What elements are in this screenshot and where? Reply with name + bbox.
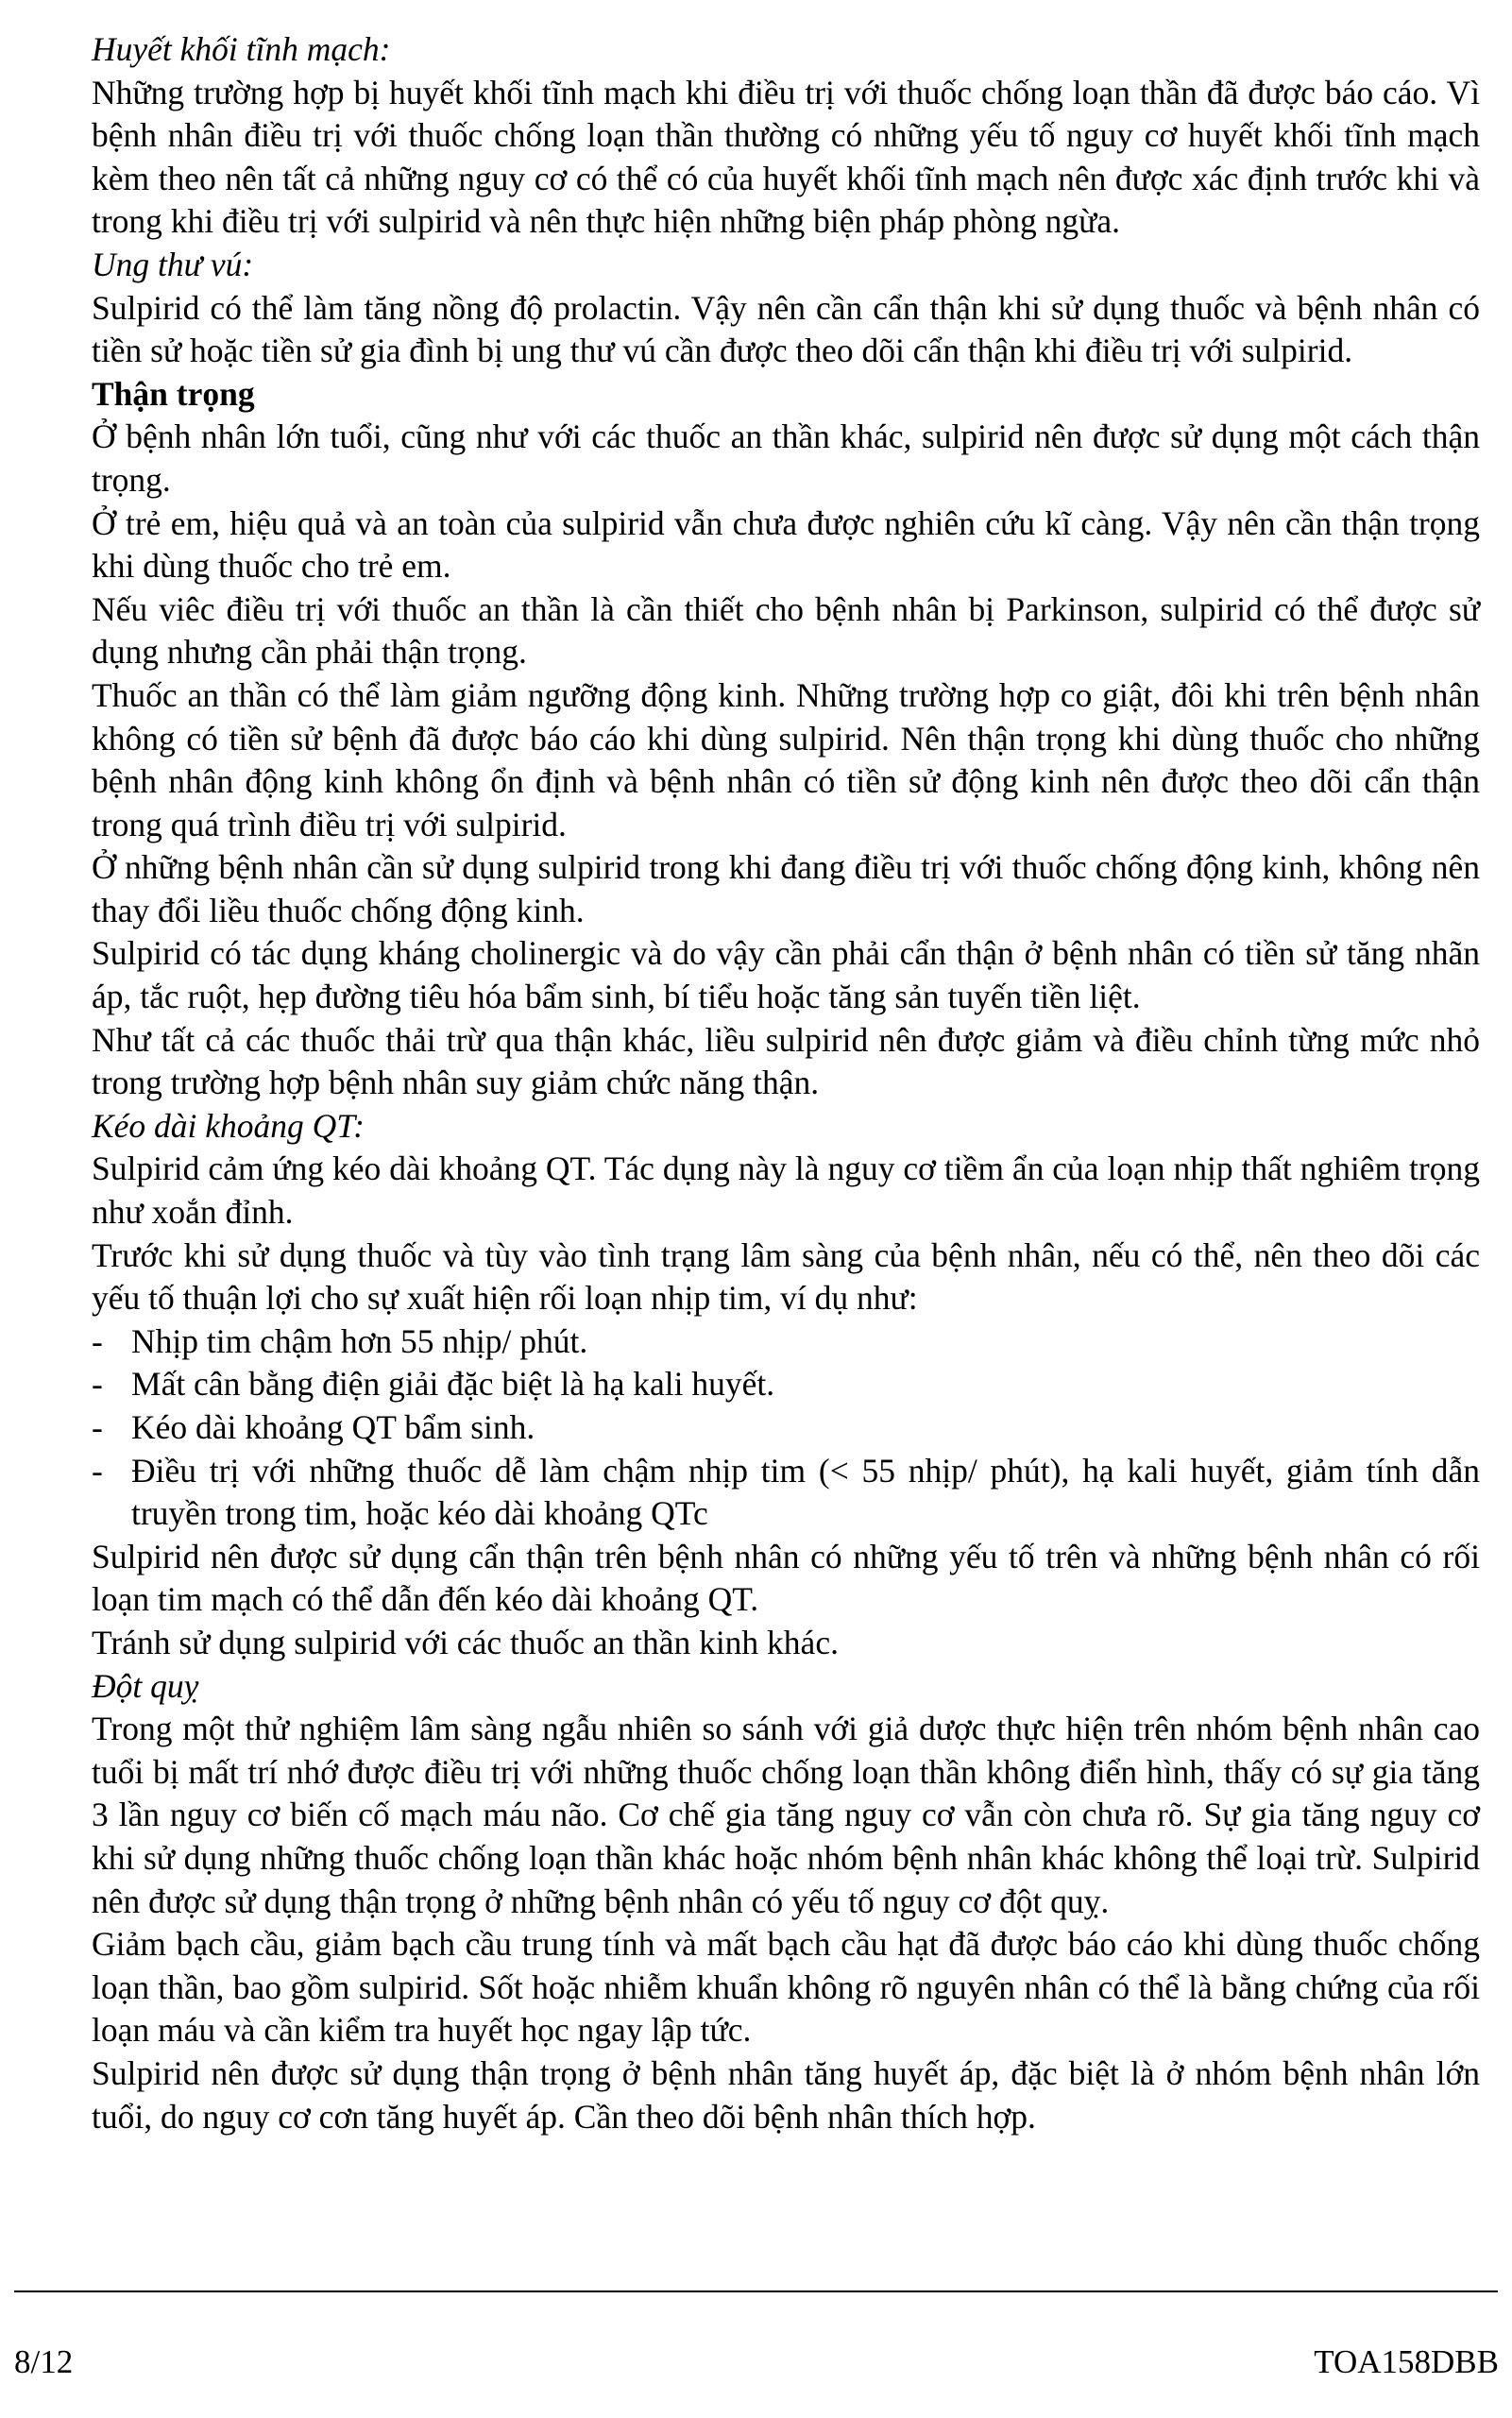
paragraph: Sulpirid nên được sử dụng cẩn thận trên bệnh nhân có những yếu tố trên và những bệnh nhân có rối loạn tim mạch có thể dẫn đến kéo dài khoảng QT. [92, 1537, 1480, 1619]
subsection-heading: Kéo dài khoảng QT: [92, 1106, 365, 1145]
paragraph: Tránh sử dụng sulpirid với các thuốc an thần kinh khác. [92, 1623, 839, 1661]
paragraph: Ở bệnh nhân lớn tuổi, cũng như với các thuốc an thần khác, sulpirid nên được sử dụng một cách thận trọng. [92, 417, 1480, 499]
paragraph: Trước khi sử dụng thuốc và tùy vào tình trạng lâm sàng của bệnh nhân, nếu có thể, nên theo dõi các yếu tố thuận lợi cho sự xuất hiện rối loạn nhịp tim, ví dụ như: [92, 1235, 1480, 1318]
paragraph: Nếu viêc điều trị với thuốc an thần là cần thiết cho bệnh nhân bị Parkinson, sulpirid có thể được sử dụng nhưng cần phải thận trọng. [92, 589, 1480, 672]
list-bullet: - [92, 1321, 103, 1360]
list-bullet: - [92, 1408, 103, 1446]
paragraph: Ở những bệnh nhân cần sử dụng sulpirid trong khi đang điều trị với thuốc chống động kinh, không nên thay đổi liều thuốc chống động kinh. [92, 848, 1480, 929]
section-heading: Thận trọng [92, 374, 255, 413]
paragraph: Những trường hợp bị huyết khối tĩnh mạch khi điều trị với thuốc chống loạn thần đã được báo cáo. Vì bệnh nhân điều trị với thuốc chống loạn thần thường có những yếu tố nguy cơ huyết khối tĩnh mạch kèm theo nên tất cả những nguy cơ có thể có của huyết khối tĩnh mạch nên được xác định trước khi và trong khi điều trị với sulpirid và nên thực hiện những biện pháp phòng ngừa. [92, 73, 1480, 241]
list-item-text: Mất cân bằng điện giải đặc biệt là hạ kali huyết. [131, 1365, 775, 1404]
list-item [92, 1450, 1480, 1536]
list-item [92, 1320, 1480, 1364]
paragraph: Thuốc an thần có thể làm giảm ngưỡng động kinh. Những trường hợp co giật, đôi khi trên bệnh nhân không có tiền sử bệnh đã được báo cáo khi dùng sulpirid. Nên thận trọng khi dùng thuốc cho những bệnh nhân động kinh không ổn định và bệnh nhân có tiền sử động kinh nên được theo dõi cẩn thận trong quá trình điều trị với sulpirid. [92, 675, 1480, 843]
paragraph: Sulpirid cảm ứng kéo dài khoảng QT. Tác dụng này là nguy cơ tiềm ẩn của loạn nhịp thất nghiêm trọng như xoắn đỉnh. [92, 1149, 1480, 1232]
paragraph: Như tất cả các thuốc thải trừ qua thận khác, liều sulpirid nên được giảm và điều chỉnh từng mức nhỏ trong trường hợp bệnh nhân suy giảm chức năng thận. [92, 1020, 1480, 1102]
list-bullet: - [92, 1451, 103, 1490]
list-item-text: Kéo dài khoảng QT bẩm sinh. [131, 1408, 535, 1446]
paragraph: Sulpirid nên được sử dụng thận trọng ở bệnh nhân tăng huyết áp, đặc biệt là ở nhóm bệnh nhân lớn tuổi, do nguy cơ cơn tăng huyết áp. Cần theo dõi bệnh nhân thích hợp. [92, 2053, 1480, 2136]
paragraph: Ở trẻ em, hiệu quả và an toàn của sulpirid vẫn chưa được nghiên cứu kĩ càng. Vậy nên cần thận trọng khi dùng thuốc cho trẻ em. [92, 503, 1480, 586]
list-bullet: - [92, 1365, 103, 1404]
subsection-heading: Huyết khối tĩnh mạch: [92, 30, 391, 68]
subsection-heading: Đột quỵ [92, 1666, 199, 1705]
list-item [92, 1363, 1480, 1406]
list-item [92, 1406, 1480, 1450]
subsection-heading: Ung thư vú: [92, 245, 254, 283]
page-number: 8/12 [14, 2343, 74, 2380]
paragraph: Giảm bạch cầu, giảm bạch cầu trung tính và mất bạch cầu hạt đã được báo cáo khi dùng thuốc chống loạn thần, bao gồm sulpirid. Sốt hoặc nhiễm khuẩn không rõ nguyên nhân có thể là bằng chứng của rối loạn máu và cần kiểm tra huyết học ngay lập tức. [92, 1925, 1480, 2050]
list-item-text: Điều trị với những thuốc dễ làm chậm nhịp tim (< 55 nhịp/ phút), hạ kali huyết, giảm tính dẫn truyền trong tim, hoặc kéo dài khoảng QTc [131, 1451, 1480, 1533]
document-body [92, 28, 1480, 2138]
list-item-text: Nhịp tim chậm hơn 55 nhịp/ phút. [131, 1321, 588, 1360]
paragraph: Sulpirid có thể làm tăng nồng độ prolactin. Vậy nên cần cẩn thận khi sử dụng thuốc và bệnh nhân có tiền sử hoặc tiền sử gia đình bị ung thư vú cần được theo dõi cẩn thận khi điều trị với sulpirid. [92, 288, 1480, 370]
paragraph: Trong một thử nghiệm lâm sàng ngẫu nhiên so sánh với giả dược thực hiện trên nhóm bệnh nhân cao tuổi bị mất trí nhớ được điều trị với những thuốc chống loạn thần không điển hình, thấy có sự gia tăng 3 lần nguy cơ biến cố mạch máu não. Cơ chế gia tăng nguy cơ vẫn còn chưa rõ. Sự gia tăng nguy cơ khi sử dụng những thuốc chống loạn thần khác hoặc nhóm bệnh nhân khác không thể loại trừ. Sulpirid nên được sử dụng thận trọng ở những bệnh nhân có yếu tố nguy cơ đột quỵ. [92, 1710, 1480, 1920]
paragraph: Sulpirid có tác dụng kháng cholinergic và do vậy cần phải cẩn thận ở bệnh nhân có tiền sử tăng nhãn áp, tắc ruột, hẹp đường tiêu hóa bẩm sinh, bí tiểu hoặc tăng sản tuyến tiền liệt. [92, 934, 1480, 1016]
document-code: TOA158DBB [1314, 2343, 1499, 2380]
footer-divider [14, 2290, 1498, 2292]
